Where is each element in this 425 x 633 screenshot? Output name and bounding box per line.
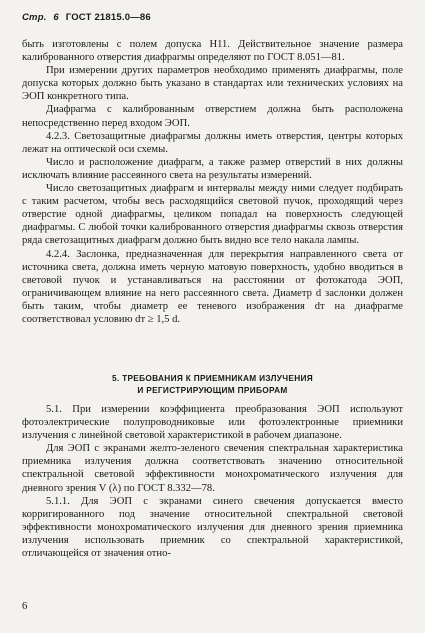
page-header [22, 12, 155, 23]
text-block-requirements [22, 38, 403, 326]
paragraph-5-1: 5.1. При измерении коэффициента преобразования ЭОП используют фотоэлектрические полупроводниковые или фотоэлектронные приемники излучения с линейной световой характеристикой в рабочем диапазоне. [22, 404, 403, 442]
standard-number: ГОСТ 21815.0—86 [65, 12, 151, 23]
section-title-line-1: 5. ТРЕБОВАНИЯ К ПРИЕМНИКАМ ИЗЛУЧЕНИЯ [111, 373, 314, 383]
text-block-receivers [22, 403, 403, 560]
paragraph-yellow-green-screens: Для ЭОП с экранами желто-зеленого свечения спектральная характеристика приемника излучения должна соответствовать значению относительной спектральной световой эффективности монохроматического излучения для дневного зрения V (λ) по ГОСТ 8.332—78. [22, 443, 403, 494]
paragraph-4-2-3: 4.2.3. Светозащитные диафрагмы должны иметь отверстия, центры которых лежат на оптической оси схемы. [22, 130, 403, 155]
paragraph-diaphragm-position: Диафрагма с калиброванным отверстием должна быть расположена непосредственно перед входом ЭОП. [22, 104, 403, 129]
paragraph-diaphragm-count: Число и расположение диафрагм, а также размер отверстий в них должны исключать влияние рассеянного света на результаты измерений. [22, 156, 403, 181]
section-heading [22, 372, 403, 396]
paragraph-tolerance: быть изготовлены с полем допуска H11. Действительное значение размера калиброванного отверстия диафрагмы определяют по ГОСТ 8.051—81. [22, 39, 403, 64]
paragraph-other-parameters: При измерении других параметров необходимо применять диафрагмы, поле допуска которых должно быть указано в стандартах или технических условиях на ЭОП конкретного типа. [22, 65, 403, 103]
page-label: Стр. [22, 12, 47, 23]
page-footer-number: 6 [22, 601, 28, 612]
header-page-number: 6 [53, 12, 59, 23]
paragraph-4-2-4: 4.2.4. Заслонка, предназначенная для перекрытия направленного света от источника света, должна иметь черную матовую поверхность, удобно вводиться в световой пучок и устанавливаться на расстоянии от фотокатода ЭОП, ограничивающем влияние на него рассеянного света. Диаметр d заслонки должен быть таким, чтобы диаметр ее теневого изображения dт на диафрагме соответствовал условию dт ≥ 1,5 d. [22, 248, 403, 325]
paragraph-diaphragm-intervals: Число светозащитных диафрагм и интервалы между ними следует подбирать с таким расчетом, чтобы весь расходящийся световой пучок, проходящий через отверстие одной диафрагмы, целиком попадал на поверхность следующей диафрагмы. С любой точки калиброванного отверстия диафрагмы сквозь отверстия ряда светозащитных диафрагм должно быть видно все тело накала лампы. [22, 183, 403, 247]
paragraph-5-1-1: 5.1.1. Для ЭОП с экранами синего свечения допускается вместо корригированного под значение относительной спектральной световой эффективности монохроматического излучения для дневного зрения приемника излучения использовать приемник со спектральной характеристикой, отличающейся от значения отно- [22, 495, 403, 560]
section-title-line-2: И РЕГИСТРИРУЮЩИМ ПРИБОРАМ [137, 385, 288, 395]
